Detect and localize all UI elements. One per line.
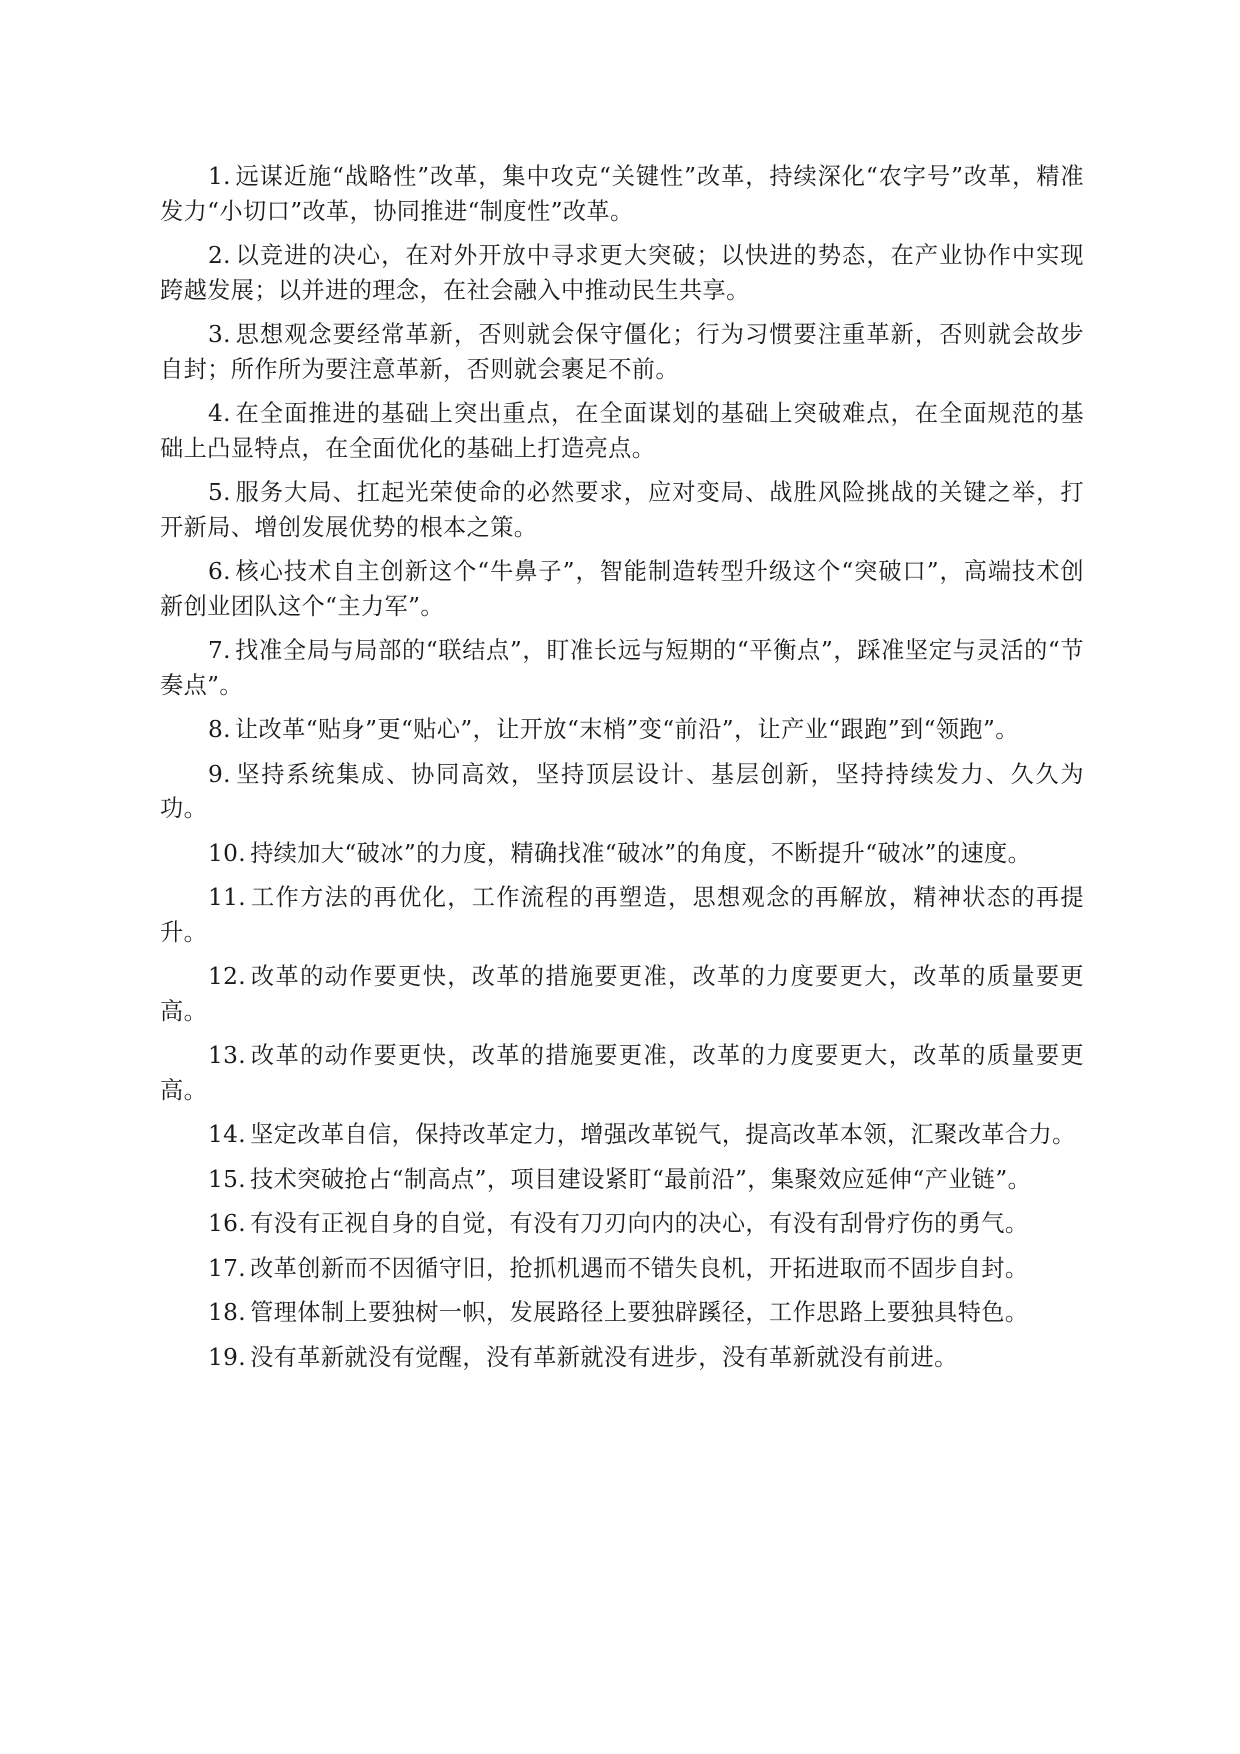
item-number: 4. — [208, 400, 231, 427]
item-number: 15. — [208, 1165, 247, 1193]
item-number: 7. — [208, 637, 231, 664]
item-text: 管理体制上要独树一帜，发展路径上要独辟蹊径，工作思路上要独具特色。 — [250, 1299, 1029, 1326]
item-text: 改革的动作要更快，改革的措施要更准，改革的力度要更大，改革的质量要更高。 — [160, 963, 1084, 1025]
item-text: 技术突破抢占“制高点”，项目建设紧盯“最前沿”，集聚效应延伸“产业链”。 — [250, 1165, 1032, 1193]
item-text: 没有革新就没有觉醒，没有革新就没有进步，没有革新就没有前进。 — [250, 1343, 958, 1371]
item-number: 5. — [208, 479, 231, 506]
list-item — [160, 713, 1084, 748]
list-item — [160, 318, 1084, 387]
item-number: 11. — [208, 884, 247, 911]
item-text: 找准全局与局部的“联结点”，盯准长远与短期的“平衡点”，踩准坚定与灵活的“节奏点”。 — [160, 637, 1084, 699]
item-number: 18. — [208, 1299, 247, 1326]
list-item — [160, 555, 1084, 624]
list-item — [160, 160, 1084, 229]
list-item — [160, 1207, 1084, 1242]
item-text: 坚持系统集成、协同高效，坚持顶层设计、基层创新，坚持持续发力、久久为功。 — [160, 760, 1084, 822]
item-number: 13. — [208, 1042, 247, 1069]
item-text: 在全面推进的基础上突出重点，在全面谋划的基础上突破难点，在全面规范的基础上凸显特点，在全面优化的基础上打造亮点。 — [160, 400, 1084, 462]
item-number: 14. — [208, 1121, 247, 1148]
list-item — [160, 1341, 1084, 1376]
list-item — [160, 1118, 1084, 1153]
list-item — [160, 239, 1084, 308]
item-text: 思想观念要经常革新，否则就会保守僵化；行为习惯要注重革新，否则就会故步自封；所作所为要注意革新，否则就会裹足不前。 — [160, 321, 1084, 383]
list-item — [160, 476, 1084, 545]
item-text: 工作方法的再优化，工作流程的再塑造，思想观念的再解放，精神状态的再提升。 — [160, 884, 1084, 946]
item-text: 持续加大“破冰”的力度，精确找准“破冰”的角度，不断提升“破冰”的速度。 — [250, 839, 1032, 867]
item-text: 改革创新而不因循守旧，抢抓机遇而不错失良机，开拓进取而不固步自封。 — [250, 1254, 1029, 1282]
item-number: 17. — [208, 1254, 247, 1282]
item-text: 有没有正视自身的自觉，有没有刀刃向内的决心，有没有刮骨疗伤的勇气。 — [250, 1210, 1029, 1237]
item-text: 改革的动作要更快，改革的措施要更准，改革的力度要更大，改革的质量要更高。 — [160, 1042, 1084, 1104]
item-number: 6. — [208, 558, 231, 585]
item-number: 19. — [208, 1343, 247, 1371]
list-item — [160, 1163, 1084, 1198]
list-item — [160, 397, 1084, 466]
item-number: 1. — [208, 163, 231, 190]
list-item — [160, 758, 1084, 827]
list-item — [160, 837, 1084, 872]
item-number: 8. — [208, 716, 231, 743]
list-item — [160, 1039, 1084, 1108]
item-text: 以竞进的决心，在对外开放中寻求更大突破；以快进的势态，在产业协作中实现跨越发展；以并进的理念，在社会融入中推动民生共享。 — [160, 242, 1084, 304]
item-text: 远谋近施“战略性”改革，集中攻克“关键性”改革，持续深化“农字号”改革，精准发力“小切口”改革，协同推进“制度性”改革。 — [160, 163, 1084, 225]
item-number: 2. — [208, 242, 231, 269]
item-number: 9. — [208, 760, 231, 788]
item-text: 让改革“贴身”更“贴心”，让开放“末梢”变“前沿”，让产业“跟跑”到“领跑”。 — [234, 716, 1019, 743]
item-number: 3. — [208, 321, 231, 348]
list-item — [160, 960, 1084, 1029]
item-text: 核心技术自主创新这个“牛鼻子”，智能制造转型升级这个“突破口”，高端技术创新创业团队这个“主力军”。 — [160, 558, 1084, 620]
list-item — [160, 881, 1084, 950]
document-page — [160, 160, 1084, 1385]
list-item — [160, 1252, 1084, 1287]
item-number: 10. — [208, 839, 247, 867]
item-text: 坚定改革自信，保持改革定力，增强改革锐气，提高改革本领，汇聚改革合力。 — [250, 1121, 1076, 1148]
item-text: 服务大局、扛起光荣使命的必然要求，应对变局、战胜风险挑战的关键之举，打开新局、增创发展优势的根本之策。 — [160, 479, 1084, 541]
item-number: 16. — [208, 1210, 247, 1237]
list-item — [160, 634, 1084, 703]
list-item — [160, 1296, 1084, 1331]
item-number: 12. — [208, 963, 247, 990]
